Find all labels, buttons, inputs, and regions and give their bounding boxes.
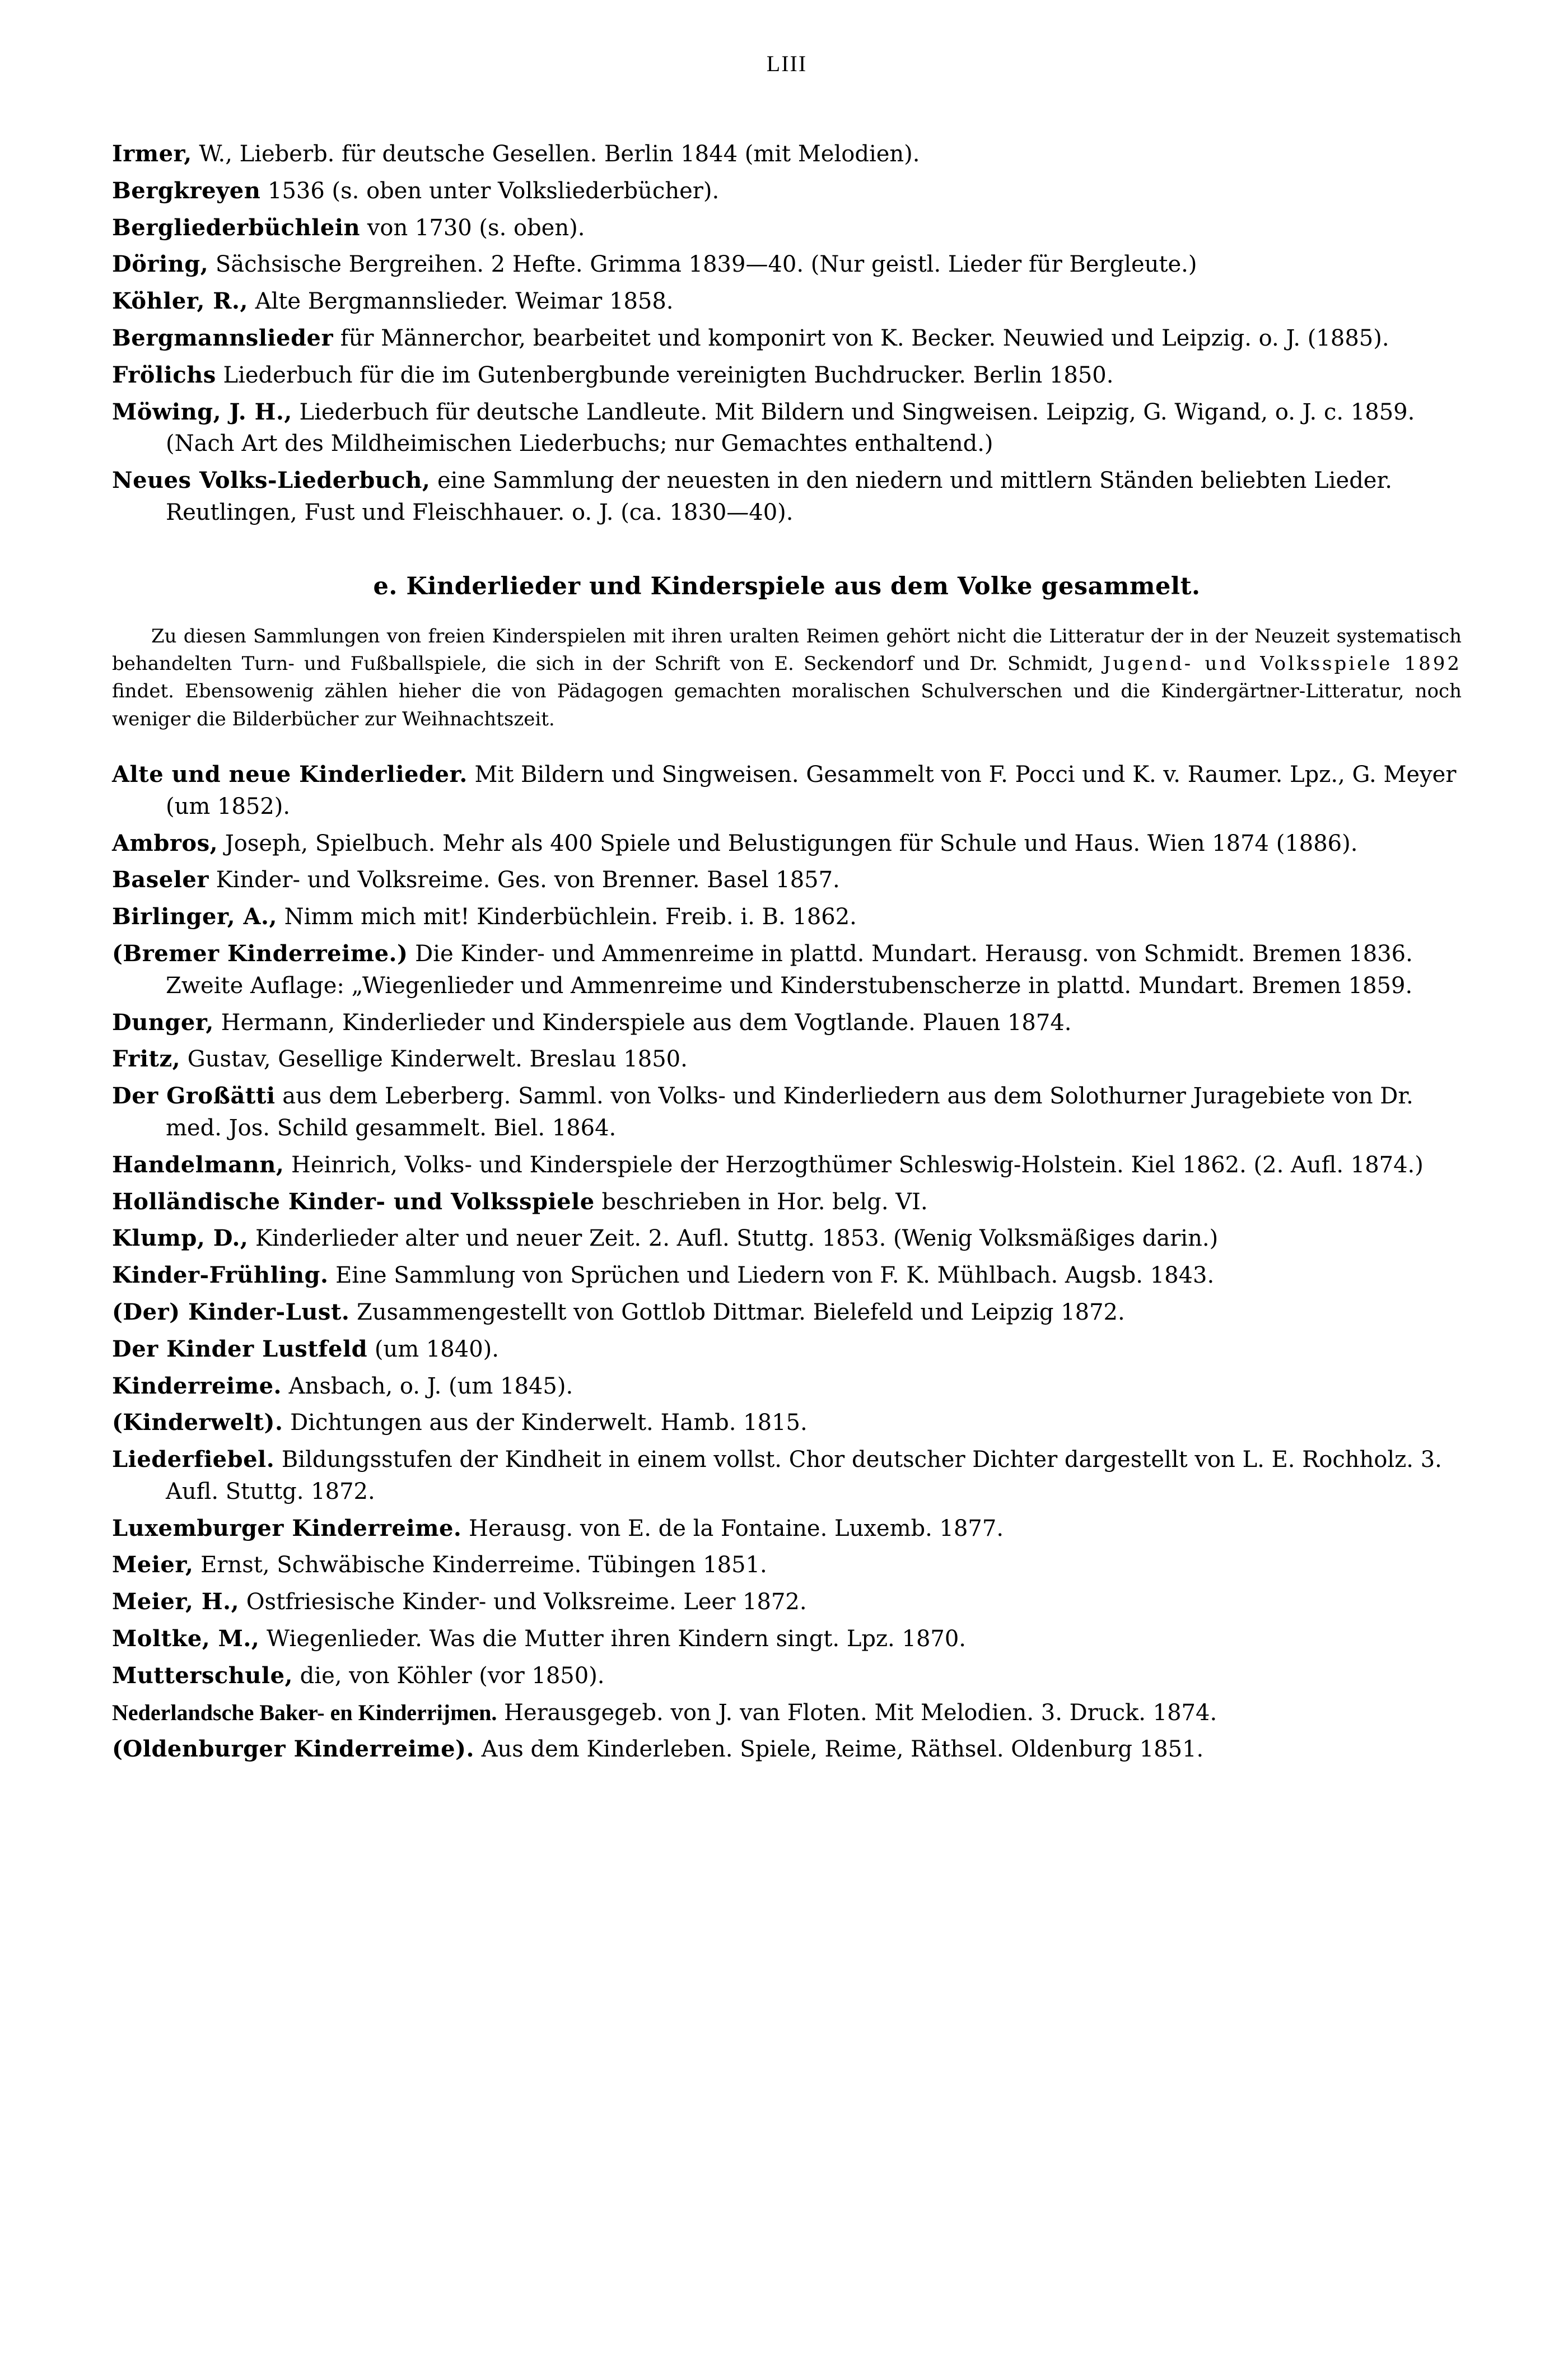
entry-text: Hermann, Kinderlieder und Kinderspiele aus dem Vogtlande. Plauen 1874. [213, 1009, 1072, 1036]
entry-text: von 1730 (s. oben). [360, 215, 585, 241]
bibliography-entry [112, 1080, 1462, 1144]
bibliography-entry [112, 1549, 1462, 1581]
bibliography-entry [112, 1186, 1462, 1218]
bibliography-entry [112, 1371, 1462, 1403]
entry-heading: Der Kinder Lustfeld [112, 1335, 368, 1362]
paragraph-text: Zu diesen Sammlungen von freien Kinderspielen mit ihren uralten Reimen gehört nicht die Litteratur der in der Neuzeit systematisch behandelten Turn- und Fußballspiele, die sich in der Schrift von E. Seckendorf und Dr. Schmidt, [112, 625, 1462, 675]
bibliography-entry [112, 1043, 1462, 1075]
bibliography-entry [112, 1007, 1462, 1039]
bibliography-entry [112, 323, 1462, 355]
entry-heading: (Kinderwelt). [112, 1409, 283, 1436]
bibliography-entry [112, 1149, 1462, 1181]
entry-heading: Neues Volks-Liederbuch, [112, 467, 431, 494]
bibliography-entry [112, 175, 1462, 207]
entry-text: Wiegenlieder. Was die Mutter ihren Kindern singt. Lpz. 1870. [259, 1626, 966, 1652]
entry-text: (um 1840). [367, 1336, 499, 1362]
entry-heading: Birlinger, A., [112, 903, 277, 930]
top-bibliography-list [112, 138, 1462, 529]
entry-text: Bildungsstufen der Kindheit in einem vollst. Chor deutscher Dichter dargestellt von L. E. Rochholz. 3. Aufl. Stuttg. 1872. [166, 1447, 1442, 1504]
bibliography-entry [112, 938, 1462, 1002]
entry-heading: Klump, D., [112, 1225, 249, 1252]
entry-text: Ernst, Schwäbische Kinderreime. Tübingen 1851. [193, 1552, 767, 1578]
entry-heading: (Bremer Kinderreime.) [112, 940, 408, 967]
bibliography-entry [112, 1223, 1462, 1255]
bibliography-entry [112, 864, 1462, 896]
entry-heading: (Oldenburger Kinderreime). [112, 1736, 474, 1763]
entry-heading: Köhler, R., [112, 288, 248, 315]
entry-text: Herausg. von E. de la Fontaine. Luxemb. 1877. [461, 1515, 1004, 1541]
entry-heading: Luxemburger Kinderreime. [112, 1515, 462, 1541]
bibliography-entry [112, 1586, 1462, 1618]
bibliography-entry [112, 1697, 1462, 1729]
bibliography-entry [112, 1260, 1462, 1292]
entry-text: Liederbuch für deutsche Landleute. Mit Bildern und Singweisen. Leipzig, G. Wigand, o. J. c. 1859. (Nach Art des Mildheimischen Liederbuchs; nur Gemachtes enthaltend.) [166, 399, 1415, 457]
bibliography-entry [112, 286, 1462, 318]
entry-heading: Frölichs [112, 361, 216, 388]
entry-heading: Mutterschule, [112, 1662, 293, 1689]
bibliography-entry [112, 828, 1462, 860]
entry-heading: Moltke, M., [112, 1625, 260, 1652]
entry-heading: Nederlandsche Baker- en Kinderrijmen. [112, 1699, 497, 1725]
section-heading: e. Kinderlieder und Kinderspiele aus dem Volke gesammelt. [373, 572, 1201, 600]
bibliography-entry [112, 138, 1462, 170]
page-number: LIII [766, 51, 808, 76]
entry-heading: Möwing, J. H., [112, 398, 292, 425]
bibliography-entry [112, 901, 1462, 933]
entry-text: Kinder- und Volksreime. Ges. von Brenner. Basel 1857. [208, 867, 840, 893]
entry-text: Zusammengestellt von Gottlob Dittmar. Bielefeld und Leipzig 1872. [349, 1299, 1125, 1325]
bibliography-entry [112, 212, 1462, 244]
entry-heading: Döring, [112, 251, 209, 278]
entry-text: Ostfriesische Kinder- und Volksreime. Leer 1872. [239, 1589, 807, 1615]
bibliography-entry [112, 1334, 1462, 1366]
paragraph-emphasis: Jugend- und Volksspiele 1892 [1103, 653, 1462, 675]
bibliography-entry [112, 759, 1462, 823]
bibliography-entry [112, 1734, 1462, 1765]
bibliography-entry [112, 249, 1462, 281]
paragraph-text: findet. Ebensowenig zählen hieher die von Pädagogen gemachten moralischen Schulverschen und die Kindergärtner-Litteratur, noch weniger die Bilderbücher zur Weihnachtszeit. [112, 680, 1462, 730]
entry-heading: Liederfiebel. [112, 1446, 275, 1473]
entry-text: aus dem Leberberg. Samml. von Volks- und Kinderliedern aus dem Solothurner Juragebiete von Dr. med. Jos. Schild gesammelt. Biel. 1864. [166, 1083, 1413, 1141]
entry-text: Kinderlieder alter und neuer Zeit. 2. Aufl. Stuttg. 1853. (Wenig Volksmäßiges darin.) [248, 1226, 1219, 1252]
entry-heading: Bergmannslieder [112, 324, 334, 351]
bibliography-entry [112, 1623, 1462, 1655]
entry-heading: Dunger, [112, 1009, 214, 1036]
bibliography-list [112, 759, 1462, 1765]
entry-text: Alte Bergmannslieder. Weimar 1858. [248, 288, 674, 315]
entry-text: Nimm mich mit! Kinderbüchlein. Freib. i. B. 1862. [277, 904, 857, 930]
entry-heading: Handelmann, [112, 1151, 284, 1178]
entry-text: die, von Köhler (vor 1850). [292, 1662, 605, 1689]
entry-heading: Kinder-Frühling. [112, 1262, 329, 1289]
entry-text: Ansbach, o. J. (um 1845). [281, 1373, 573, 1399]
entry-text: Aus dem Kinderleben. Spiele, Reime, Räthsel. Oldenburg 1851. [474, 1736, 1204, 1763]
section-paragraph [112, 623, 1462, 733]
entry-heading: Bergkreyen [112, 177, 261, 204]
entry-text: Die Kinder- und Ammenreime in plattd. Mundart. Herausg. von Schmidt. Bremen 1836. Zweite Auflage: „Wiegenlieder und Ammenreime und Kinderstubenscherze in plattd. Mundart. Bremen 1859. [166, 940, 1413, 999]
bibliography-entry [112, 360, 1462, 392]
bibliography-entry [112, 1444, 1462, 1508]
entry-text: eine Sammlung der neuesten in den niedern und mittlern Ständen beliebten Lieder. Reutlingen, Fust und Fleischhauer. o. J. (ca. 1830—40). [166, 468, 1392, 525]
entry-text: Joseph, Spielbuch. Mehr als 400 Spiele und Belustigungen für Schule und Haus. Wien 1874 (1886). [218, 830, 1358, 856]
bibliography-entry [112, 397, 1462, 460]
entry-text: Heinrich, Volks- und Kinderspiele der Herzogthümer Schleswig-Holstein. Kiel 1862. (2. Aufl. 1874.) [284, 1152, 1424, 1178]
entry-text: W., Lieberb. für deutsche Gesellen. Berlin 1844 (mit Melodien). [192, 141, 920, 167]
entry-heading: Fritz, [112, 1046, 181, 1073]
entry-heading: (Der) Kinder-Lust. [112, 1298, 350, 1325]
bibliography-entry [112, 1660, 1462, 1692]
entry-text: Sächsische Bergreihen. 2 Hefte. Grimma 1839—40. (Nur geistl. Lieder für Bergleute.) [208, 251, 1197, 278]
entry-text: Eine Sammlung von Sprüchen und Liedern von F. K. Mühlbach. Augsb. 1843. [328, 1262, 1215, 1289]
entry-heading: Der Großätti [112, 1083, 276, 1110]
entry-heading: Holländische Kinder- und Volksspiele [112, 1188, 595, 1215]
entry-heading: Baseler [112, 866, 209, 893]
entry-text: beschrieben in Hor. belg. VI. [594, 1189, 928, 1215]
entry-heading: Ambros, [112, 830, 218, 856]
entry-text: 1536 (s. oben unter Volksliederbücher). [260, 178, 720, 204]
entry-text: Liederbuch für die im Gutenbergbunde vereinigten Buchdrucker. Berlin 1850. [216, 362, 1114, 388]
bibliography-entry [112, 465, 1462, 529]
entry-text: Dichtungen aus der Kinderwelt. Hamb. 1815. [283, 1410, 808, 1436]
entry-text: Herausgegeb. von J. van Floten. Mit Melodien. 3. Druck. 1874. [497, 1699, 1217, 1726]
entry-heading: Meier, [112, 1552, 194, 1578]
bibliography-entry [112, 1407, 1462, 1439]
entry-text: für Männerchor, bearbeitet und komponirt von K. Becker. Neuwied und Leipzig. o. J. (1885). [333, 325, 1389, 351]
entry-text: Gustav, Gesellige Kinderwelt. Breslau 1850. [180, 1046, 688, 1073]
bibliography-entry [112, 1513, 1462, 1545]
entry-heading: Bergliederbüchlein [112, 214, 361, 241]
entry-heading: Irmer, [112, 141, 192, 167]
entry-heading: Alte und neue Kinderlieder. [112, 761, 468, 788]
bibliography-entry [112, 1297, 1462, 1329]
entry-text: Mit Bildern und Singweisen. Gesammelt von F. Pocci und K. v. Raumer. Lpz., G. Meyer (um 1852). [166, 761, 1457, 819]
entry-heading: Meier, H., [112, 1588, 240, 1615]
entry-heading: Kinderreime. [112, 1372, 282, 1399]
